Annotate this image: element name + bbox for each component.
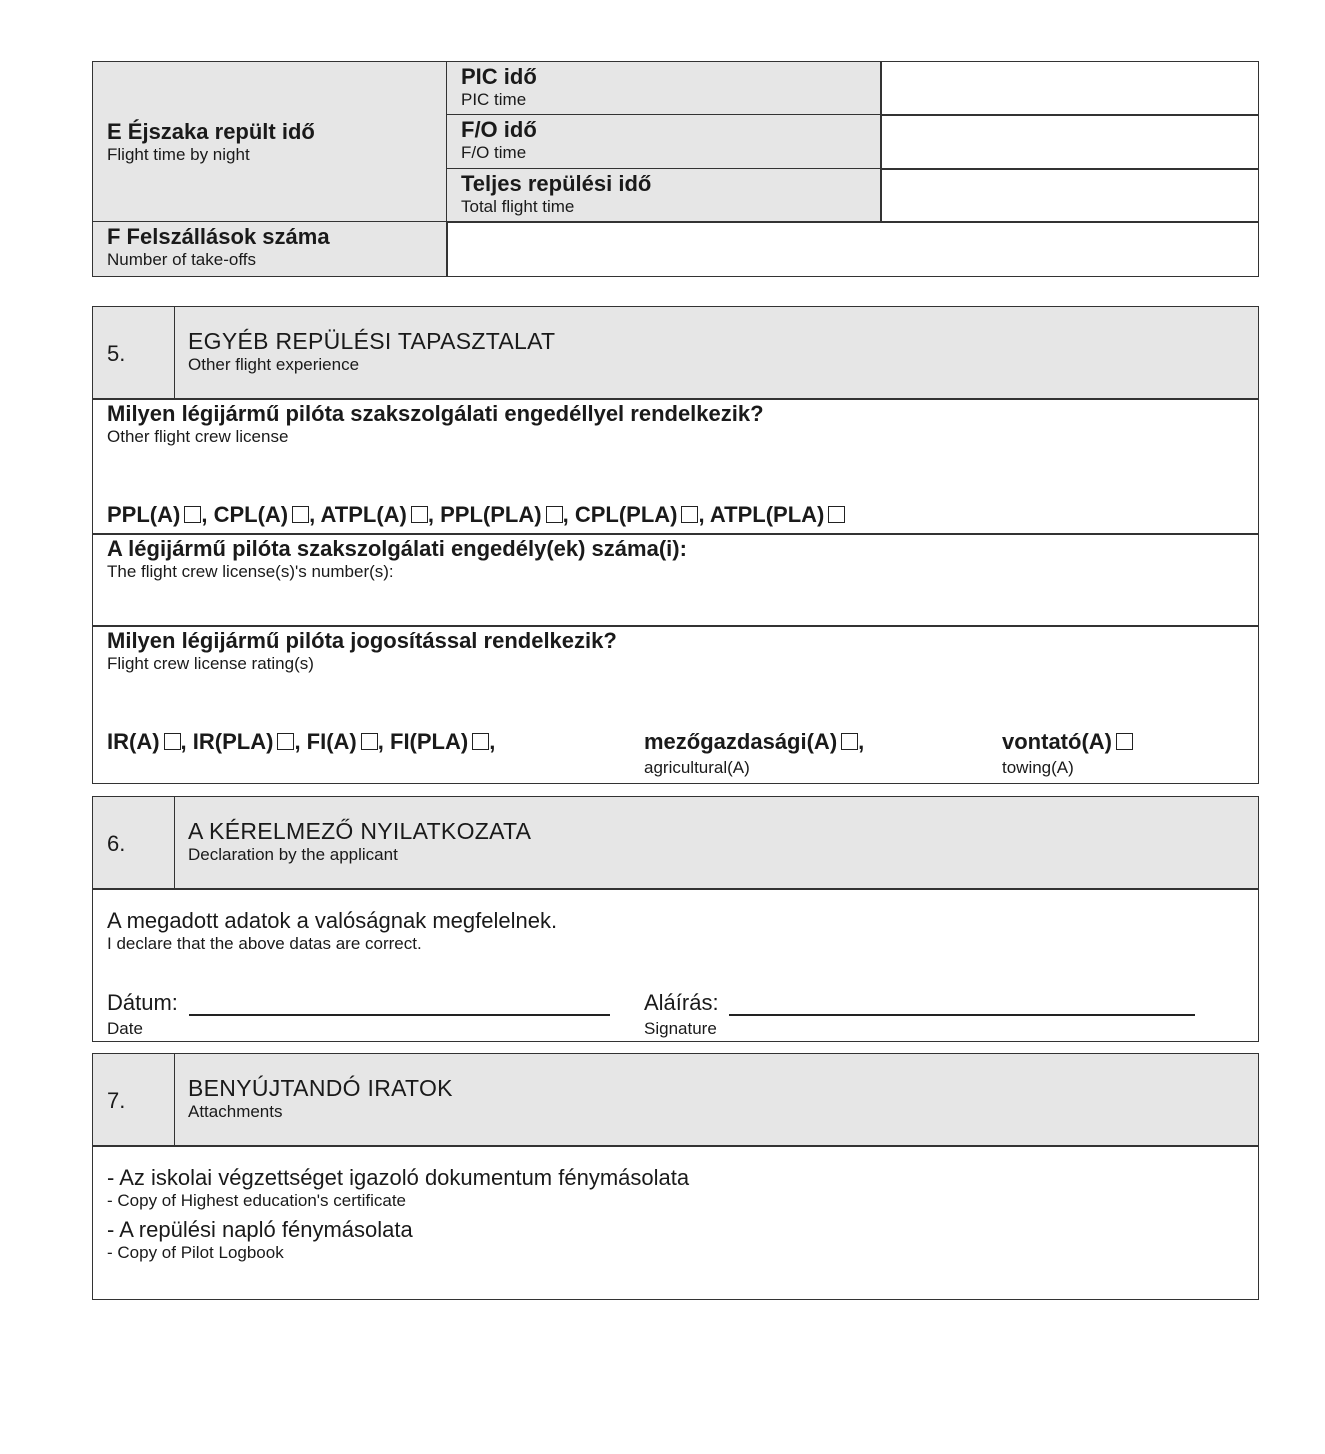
license-number-label: A légijármű pilóta szakszolgálati engedély(ek) száma(i): xyxy=(107,536,687,561)
section7-subtitle: Attachments xyxy=(188,1102,283,1121)
pic-time-field[interactable] xyxy=(880,61,1259,116)
attachment-sub: - Copy of Highest education's certificate xyxy=(107,1191,407,1210)
agricultural-sub: agricultural(A) xyxy=(644,758,750,777)
section7-number-cell xyxy=(92,1053,176,1147)
rating-question-cell xyxy=(92,625,1259,784)
takeoffs-sublabel: Number of take-offs xyxy=(107,250,256,269)
option-ppl-a: PPL(A) xyxy=(107,502,181,527)
option-fi-a: FI(A) xyxy=(306,729,357,754)
total-time-field[interactable] xyxy=(880,168,1259,223)
agricultural-option: mezőgazdasági(A) , agricultural(A) xyxy=(644,729,865,777)
checkbox-fi-pla[interactable] xyxy=(472,733,489,750)
declaration-cell xyxy=(92,888,1259,1042)
option-fi-pla: FI(PLA) xyxy=(390,729,469,754)
fo-time-label: F/O idő xyxy=(461,117,537,142)
rating-question-sub: Flight crew license rating(s) xyxy=(107,654,314,673)
section5-header-cell xyxy=(174,306,1259,400)
checkbox-fi-a[interactable] xyxy=(361,733,378,750)
date-sub: Date xyxy=(107,1019,143,1038)
section5-title: EGYÉB REPÜLÉSI TAPASZTALAT xyxy=(188,328,556,354)
attachment-sub: - Copy of Pilot Logbook xyxy=(107,1243,284,1262)
license-options: PPL(A) , CPL(A) , ATPL(A) , PPL(PLA) , CPL(PLA) , ATPL(PLA) xyxy=(107,502,845,528)
attachment-item xyxy=(107,1165,689,1211)
section7-number: 7. xyxy=(107,1088,126,1113)
date-label: Dátum: xyxy=(107,990,178,1015)
takeoffs-label: F Felszállások száma xyxy=(107,224,330,249)
section5-number-cell xyxy=(92,306,176,400)
night-flight-subtitle: Flight time by night xyxy=(107,145,250,164)
section5-number: 5. xyxy=(107,341,126,366)
section6-subtitle: Declaration by the applicant xyxy=(188,845,398,864)
fo-time-sublabel: F/O time xyxy=(461,143,527,162)
fo-time-field[interactable] xyxy=(880,114,1259,170)
section6-number: 6. xyxy=(107,831,126,856)
attachment-label: - Az iskolai végzettséget igazoló dokumentum fénymásolata xyxy=(107,1165,690,1190)
checkbox-atpl-a[interactable] xyxy=(411,506,428,523)
pic-time-label-cell xyxy=(446,61,882,116)
license-number-cell[interactable] xyxy=(92,533,1259,627)
signature-input-line[interactable] xyxy=(729,1014,1195,1016)
license-question-cell xyxy=(92,398,1259,535)
attachment-item xyxy=(107,1217,689,1263)
pic-time-label: PIC idő xyxy=(461,64,537,89)
checkbox-cpl-pla[interactable] xyxy=(681,506,698,523)
option-towing: vontató(A) xyxy=(1002,729,1112,754)
option-cpl-a: CPL(A) xyxy=(213,502,289,527)
total-time-label: Teljes repülési idő xyxy=(461,171,652,196)
section6-number-cell xyxy=(92,796,176,890)
towing-option xyxy=(1002,729,1133,778)
checkbox-ppl-pla[interactable] xyxy=(546,506,563,523)
checkbox-atpl-pla[interactable] xyxy=(828,506,845,523)
total-time-sublabel: Total flight time xyxy=(461,197,575,216)
section6-title: A KÉRELMEZŐ NYILATKOZATA xyxy=(188,818,532,844)
total-time-label-cell xyxy=(446,168,882,223)
takeoffs-field[interactable] xyxy=(446,221,1259,277)
rating-question: Milyen légijármű pilóta jogosítással rendelkezik? xyxy=(107,628,617,653)
checkbox-ir-pla[interactable] xyxy=(277,733,294,750)
signature-label: Aláírás: xyxy=(644,990,719,1015)
checkbox-towing[interactable] xyxy=(1116,733,1133,750)
checkbox-ir-a[interactable] xyxy=(164,733,181,750)
date-input-line[interactable] xyxy=(189,1014,610,1016)
pic-time-sublabel: PIC time xyxy=(461,90,527,109)
section6-header-cell xyxy=(174,796,1259,890)
checkbox-cpl-a[interactable] xyxy=(292,506,309,523)
license-question: Milyen légijármű pilóta szakszolgálati engedéllyel rendelkezik? xyxy=(107,401,764,426)
section7-title: BENYÚJTANDÓ IRATOK xyxy=(188,1075,453,1101)
option-atpl-a: ATPL(A) xyxy=(320,502,407,527)
option-agricultural: mezőgazdasági(A) xyxy=(644,729,838,754)
declaration-statement-en: I declare that the above datas are correct. xyxy=(107,934,422,953)
fo-time-label-cell xyxy=(446,114,882,170)
option-atpl-pla: ATPL(PLA) xyxy=(709,502,825,527)
attachment-label: - A repülési napló fénymásolata xyxy=(107,1217,413,1242)
towing-sub: towing(A) xyxy=(1002,758,1074,777)
section5-subtitle: Other flight experience xyxy=(188,355,360,374)
rating-options: IR(A) , IR(PLA) , FI(A) , FI(PLA) , xyxy=(107,729,496,754)
section7-header-cell xyxy=(174,1053,1259,1147)
declaration-statement: A megadott adatok a valóságnak megfelelnek. xyxy=(107,908,558,933)
night-flight-label-cell xyxy=(92,61,448,223)
option-ppl-pla: PPL(PLA) xyxy=(440,502,542,527)
license-question-sub: Other flight crew license xyxy=(107,427,289,446)
option-ir-a: IR(A) xyxy=(107,729,160,754)
night-flight-title: E Éjszaka repült idő xyxy=(107,119,315,144)
option-ir-pla: IR(PLA) xyxy=(192,729,274,754)
checkbox-agricultural[interactable] xyxy=(841,733,858,750)
signature-sub: Signature xyxy=(644,1019,717,1038)
license-number-sub: The flight crew license(s)'s number(s): xyxy=(107,562,394,581)
attachments-cell xyxy=(92,1145,1259,1300)
takeoffs-label-cell xyxy=(92,221,448,277)
checkbox-ppl-a[interactable] xyxy=(184,506,201,523)
option-cpl-pla: CPL(PLA) xyxy=(574,502,678,527)
